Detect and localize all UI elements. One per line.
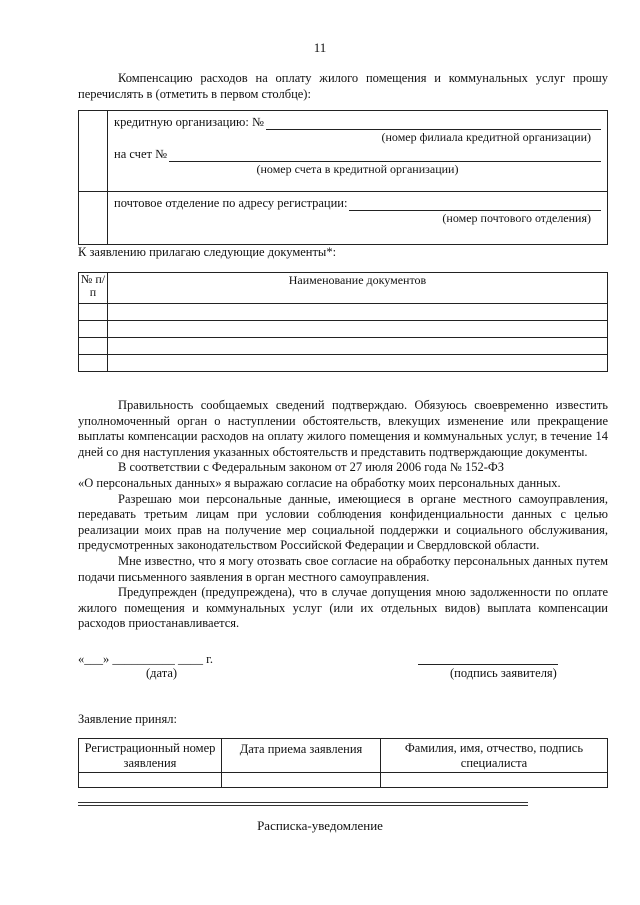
- documents-label: К заявлению прилагаю следующие документы*:: [78, 245, 337, 259]
- paragraph-permission: Разрешаю мои персональные данные, имеющиеся в органе местного самоуправления, передавать третьим лицам при условии соблюдения конфиденциальности данных с целью реализации моих прав на получение мер социальной поддержки и социального обслуживания, предусмотренных законодательством Российской Федерации и Свердловской области.: [78, 491, 608, 553]
- table-row: [79, 355, 608, 372]
- signature-line[interactable]: [418, 664, 558, 665]
- checkbox-cell-post[interactable]: [79, 192, 108, 245]
- acceptance-col-reg: Регистрационный номер заявления: [79, 739, 222, 773]
- paragraph-law-line2: «О персональных данных» я выражаю согласие на обработку моих персональных данных.: [78, 475, 561, 490]
- date-field[interactable]: «___» __________ ____ г.: [78, 652, 213, 666]
- table-cell[interactable]: [108, 321, 608, 338]
- post-label: почтовое отделение по адресу регистрации:: [114, 196, 348, 210]
- acceptance-col-date: Дата приема заявления: [222, 739, 381, 773]
- post-caption: (номер почтового отделения): [442, 211, 591, 225]
- page-number: 11: [313, 40, 327, 55]
- cut-line: [78, 802, 528, 806]
- signature-caption: (подпись заявителя): [450, 666, 557, 680]
- account-label: на счет №: [114, 147, 168, 161]
- table-cell[interactable]: [79, 355, 108, 372]
- credit-org-label: кредитную организацию: №: [114, 115, 264, 129]
- table-cell[interactable]: [108, 338, 608, 355]
- signature-block: [78, 652, 608, 692]
- account-caption: (номер счета в кредитной организации): [256, 162, 459, 176]
- paragraph-revoke: Мне известно, что я могу отозвать свое согласие на обработку персональных данных путем подачи письменного заявления в орган местного самоуправления.: [78, 553, 608, 584]
- intro-text: Компенсацию расходов на оплату жилого помещения и коммунальных услуг прошу перечислять в (отметить в первом столбце):: [78, 71, 608, 101]
- documents-col-name: Наименование документов: [108, 273, 608, 304]
- table-cell[interactable]: [381, 773, 608, 788]
- accepted-label: Заявление принял:: [78, 712, 177, 726]
- table-cell[interactable]: [79, 338, 108, 355]
- paragraph-law-line1: В соответствии с Федеральным законом от 27 июля 2006 года № 152-ФЗ: [118, 460, 505, 475]
- table-cell[interactable]: [79, 773, 222, 788]
- credit-org-input-line[interactable]: [266, 118, 601, 130]
- receipt-title: Расписка-уведомление: [257, 818, 383, 833]
- table-row: [79, 338, 608, 355]
- documents-table: [78, 272, 608, 372]
- checkbox-cell-credit[interactable]: [79, 111, 108, 192]
- credit-org-caption: (номер филиала кредитной организации): [381, 130, 591, 144]
- date-caption: (дата): [146, 666, 178, 680]
- credit-org-cell: [108, 111, 608, 192]
- post-input-line[interactable]: [349, 199, 601, 211]
- post-office-cell: [108, 192, 608, 245]
- table-cell[interactable]: [108, 355, 608, 372]
- acceptance-col-spec: Фамилия, имя, отчество, подпись специалиста: [381, 739, 608, 773]
- table-row: [79, 773, 608, 788]
- documents-col-num: № п/п: [79, 273, 108, 304]
- table-cell[interactable]: [108, 304, 608, 321]
- table-cell[interactable]: [79, 304, 108, 321]
- table-row: [79, 304, 608, 321]
- payment-options-table: [78, 110, 608, 245]
- paragraph-warning: Предупрежден (предупреждена), что в случае допущения мною задолженности по оплате жилого помещения и коммунальных услуг (или их отдельных видов) выплата компенсации расходов приостанавливается.: [78, 585, 608, 631]
- table-cell[interactable]: [79, 321, 108, 338]
- account-input-line[interactable]: [169, 150, 601, 162]
- table-cell[interactable]: [222, 773, 381, 788]
- paragraph-confirmation: Правильность сообщаемых сведений подтверждаю. Обязуюсь своевременно известить уполномоченный орган о наступлении обстоятельств, влекущих изменение или прекращение выплаты компенсации расходов на оплату жилого помещения и коммунальных услуг, в течение 14 дней со дня наступления указанных обстоятельств и представить подтверждающие документы.: [78, 398, 608, 459]
- table-row: [79, 321, 608, 338]
- declaration-text: [78, 398, 608, 632]
- acceptance-table: [78, 738, 608, 788]
